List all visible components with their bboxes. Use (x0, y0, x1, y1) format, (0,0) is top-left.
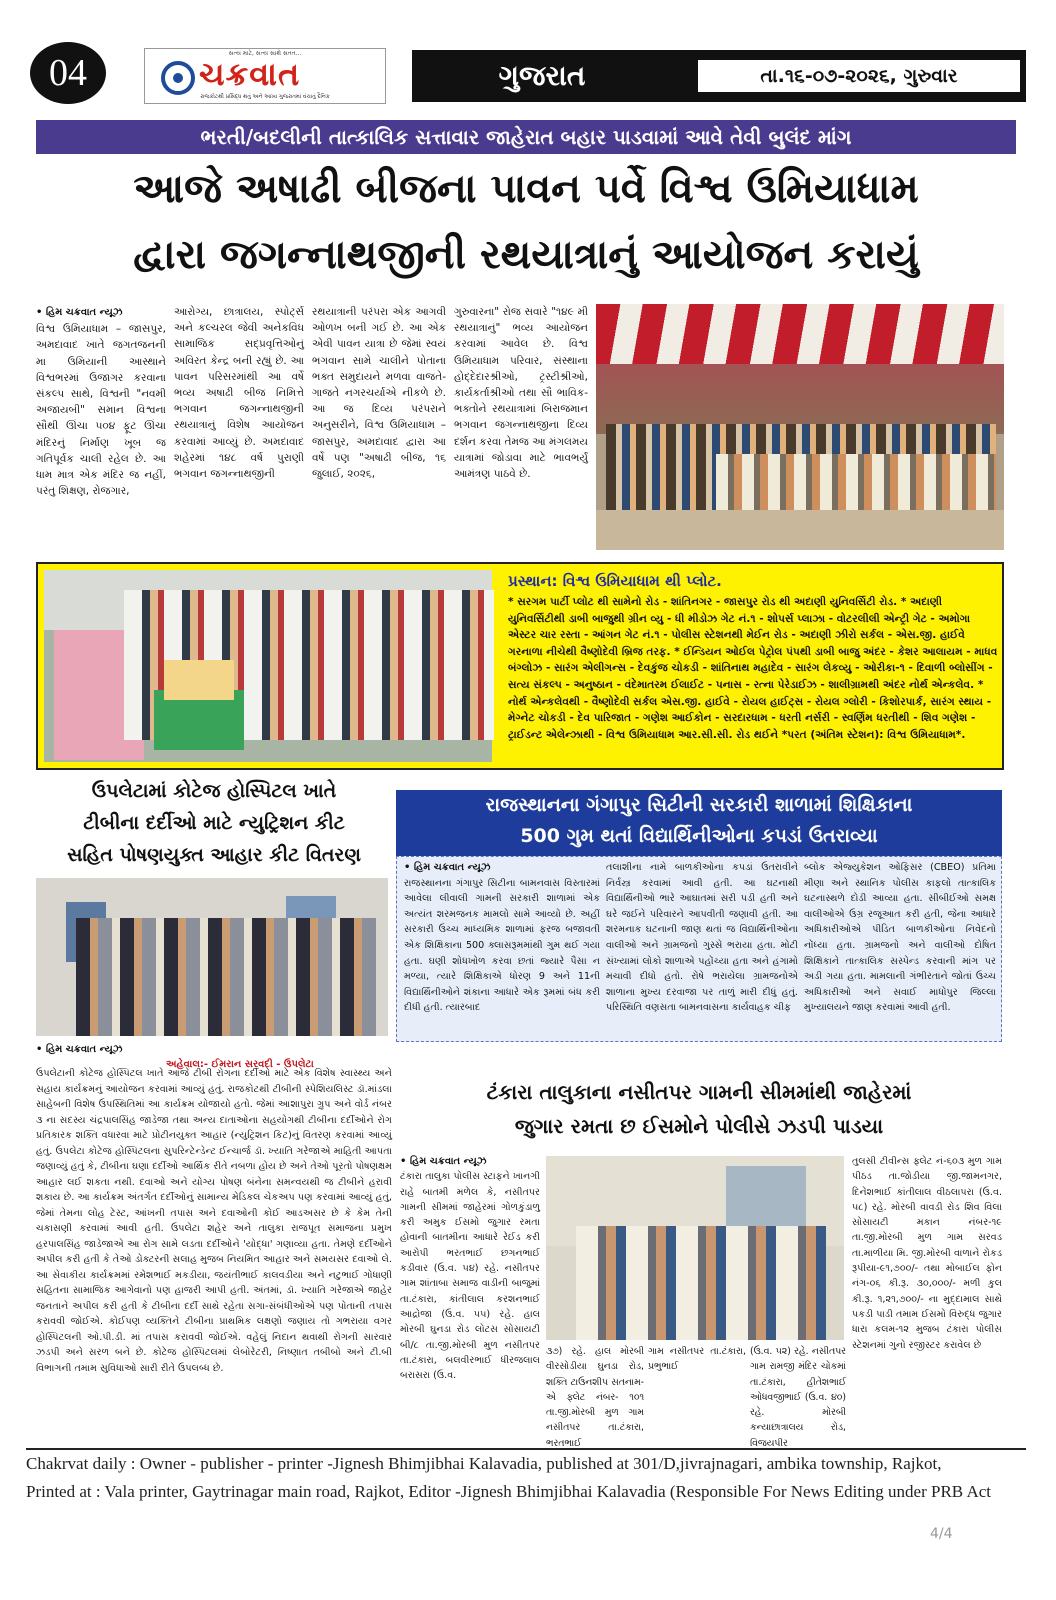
main-story-col-3 (312, 304, 446, 554)
chakra-icon (161, 61, 195, 95)
ritual-photo (44, 570, 492, 762)
main-story-text-1: વિશ્વ ઉમિયાધામ – જાસપુર, અમદાવાદ ખાતે જગતજનની મા ઉમિયાની આસ્થાને વિશ્વભરમાં ઉજાગર કરવાના સંકલ્પ સાથે, વિશ્વની "નવમી અજાયબી" સમાન વિશ્વના સૌથી ઊંચા ૫૦૪ ફૂટ ઊંચા મંદિરનું નિર્માણ ખૂબ જ ગતિપૂર્વક ચાલી રહેલ છે. આ ધામ માત્ર એક મંદિર જ નહીં, પરંતુ શિક્ષણ, રોજગાર, (36, 323, 166, 498)
main-story-text-2: આરોગ્ય, છાત્રાલય, સ્પોર્ટ્સ અને કલ્ચરલ જેવી અનેકવિધ સામાજિક સદ્પ્રવૃત્તિઓનું અવિરત કેન્દ્ર બની રહ્યું છે. આ પાવન પરિસરમાંથી આ વર્ષે ભવ્ય અષાઢી બીજ નિમિત્તે ભગવાન જગન્નાથજીની રથયાત્રાનું વિશેષ આયોજન કરવામાં આવ્યું છે. અમદાવાદ શહેરમાં ૧૪૮ વર્ષ પુરાણી ભગવાન જગન્નાથજીની (174, 306, 304, 481)
rajasthan-col-3 (804, 860, 996, 1040)
police-col-2 (546, 1344, 644, 1449)
rajasthan-text-2: તલાશીના નામે બાળકીઓના કપડાં ઉતરાવીને નિર્વસ્ત્ર કરવામાં આવી હતી. આ ઘટનાથી વિદ્યાર્થિનીઓ ભારે આઘાતમાં સરી પડી હતી અને ઘરે જઈને પરિવારને આપવીતી જણાવી હતી. આ શરમનાક ઘટનાની જાણ થતાં જ વિદ્યાર્થિનીઓના વાલીઓ અને ગ્રામજનો ગુસ્સે ભરાયા હતા. મોટી સંખ્યામાં લોકો શાળાએ પહોંચ્યા હતા અને હંગામો મચાવી દીધો હતો. રોષે ભરાયેલા ગ્રામજનોએ શાળાના મુખ્ય દરવાજા પર તાળું મારી દીધું હતું. પરિસ્થિતિ વણસતા બામનવાસના કાર્યવાહક ચીફ (606, 862, 798, 1014)
rajasthan-col-1 (404, 860, 600, 1040)
police-col-1 (400, 1154, 540, 1444)
page-number: 04 (30, 42, 106, 104)
photo-floor (596, 510, 1004, 550)
photo-accused (576, 1226, 826, 1340)
police-headline-line-2: જુગાર રમતા છ ઈસમોને પોલીસે ઝડપી પાડયા (514, 1114, 884, 1138)
rathyatra-group-photo (596, 304, 1004, 550)
logo-name: ચક્રવાત (199, 55, 301, 93)
main-story-text-4: ગુરુવારના" રોજ સવારે "૧૪૯ મી રથયાત્રાનું" ભવ્ય આયોજન કરવામાં આવેલ છે. વિશ્વ ઉમિયાધામ પરિવાર, સંસ્થાના હોદ્દેદારશ્રીઓ, ટ્રસ્ટીશ્રીઓ, કાર્યકર્તાશ્રીઓ તથા સૌ ભાવિક-ભક્તોને રથયાત્રામાં બિરાજમાન ભગવાન જગન્નાથજીના દિવ્ય દર્શન કરવા તેમજ આ મંગલમય યાત્રામાં જોડાવા માટે ભાવભર્યું આમંત્રણ પાઠવે છે. (454, 306, 588, 481)
imprint-line-2: Printed at : Vala printer, Gaytrinagar main road, Rajkot, Editor -Jignesh Bhimjibhai Kalavadia (Responsible For News Editing under PRB Act (26, 1482, 991, 1501)
masthead (26, 40, 1026, 104)
issue-date: તા.૧૬-૦૭-૨૦૨૬, ગુરુવાર (696, 58, 1022, 94)
byline: • હિમ ચક્રવાત ન્યૂઝ (400, 1156, 487, 1167)
logo-subline: રાજકોટથી પ્રસિદ્ધ થતું અને આખા ગુજરાતમાં વંચાતું દૈનિક (200, 94, 330, 100)
imprint-footer (26, 1448, 1026, 1508)
police-headline-line-1: ટંકારા તાલુકાના નસીતપર ગામની સીમમાંથી જાહેરમાં (486, 1080, 912, 1104)
rajasthan-text-1: રાજસ્થાનના ગંગાપુર સિટીના બામનવાસ વિસ્તારમાં આવેલા લીવાલી ગામની સરકારી શાળામાં એક અત્યંત શરમજનક મામલો સામે આવ્યો છે. અહીં સરકારી ઉચ્ચ માધ્યમિક શાળામાં ફરજ બજાવતી એક શિક્ષિકાના 500 ક્લાસરૂમમાંથી ગુમ થઈ ગયા હતા. ઘણી શોધખોળ કરવા છતાં જ્યારે પૈસા ન મળ્યા, ત્યારે શિક્ષિકાએ ધોરણ 9 અને 11ની વિદ્યાર્થિનીઓને શંકાના આધારે એક રૂમમાં બંધ કરી દીધી હતી. ત્યારબાદ (404, 877, 600, 1014)
ticker-headline: ભરતી/બદલીની તાત્કાલિક સત્તાવાર જાહેરાત બહાર પાડવામાં આવે તેવી બુલંદ માંગ (36, 120, 1016, 154)
rajasthan-headline-line-2: 500 ગુમ થતાં વિદ્યાર્થિનીઓના કપડાં ઉતરાવ્યા (520, 825, 878, 847)
tb-headline-line-3: સહિત પોષણયુક્ત આહાર કીટ વિતરણ (67, 844, 361, 866)
tb-byline-row (36, 1042, 392, 1070)
tb-headline-line-1: ઉપલેટામાં કોટેજ હોસ્પિટલ ખાતે (91, 780, 337, 802)
main-headline-line-1: આજે અષાઢી બીજના પાવન પર્વે વિશ્વ ઉમિયાધામ (133, 166, 919, 212)
route-description: * સરગમ પાર્ટી પ્લોટ થી સામેનો રોડ - શાંતિનગર - જાસપુર રોડ થી અદાણી યુનિવર્સિટી રોડ. * અદાણી યુનિવર્સિટીથી ડાબી બાજુથી ગ્રીન વ્યુ - ધી મીડોઝ ગેટ નં.૧ - શોપર્સ પ્લાઝા - વોટરલીલી એન્ટ્રી ગેટ - અમોગા એસ્ટર ચાર રસ્તા - આંગન ગેટ નં.૧ - પોલીસ સ્ટેશનથી મેઈન રોડ - અદાણી ઝીરો સર્કલ - એસ.જી. હાઈવે ગરનાળા નીચેથી વૈષ્ણોદેવી બ્રિજ તરફ. * ઈન્ડિયન ઓઈલ પેટ્રોલ પંપથી ડાબી બાજુ અંદર - કેશર આલાયમ - માધવ બંગ્લોઝ - સારંગ એલીગન્સ - દેવકુંજ ચોકડી - શાંતિનાથ મહાદેવ - સારંગ લેકવ્યુ - ઓરીકા-૧ - દિવાળી બ્લોસીંગ - સત્ય સંકલ્પ - અનુષ્ઠાન - વંદેમાતરમ ઈલાઈટ - પનાસ - રત્ના પેરેડાઈઝ - શાલીગ્રામથી અંદર નોર્થ એન્કલેવ. * નોર્થ એન્કલેવથી - વૈષ્ણોદેવી સર્કલ એસ.જી. હાઈવે - રોયલ હાઈટ્સ - રોયલ ગ્લોરી - કિશોરપાર્ક, સારંગ સ્થાય - મેગ્નેટ ચોકડી - દેવ પારિજાત - ગણેશ આઈકોન - સરદારધામ - ધરતી નર્સરી - સ્વર્ણિમ ધરતીથી - શિવ ગણેશ - ટ્રાઈડન્ટ એલેન્ઝાથી - વિશ્વ ઉમિયાધામ આર.સી.સી. રોડ થઈને *પરત (અંતિમ સ્ટેશન): વિશ્વ ઉમિયાધામ*. (508, 596, 998, 741)
byline: • હિમ ચક્રવાત ન્યૂઝ (404, 862, 491, 873)
newspaper-page (26, 36, 1026, 1556)
tb-story-text: ઉપલેટાની કોટેજ હોસ્પિટલ ખાતે આજે ટીબી રોગના દર્દીઓ માટે એક વિશેષ સ્વાસ્થ્ય અને સહાય કાર્યક્રમનું આયોજન કરવામાં આવ્યું હતું. રાજકોટથી ટીબીની સ્પેશિયલિસ્ટ ડૉ.માંડલા સાહેબની વિશેષ ઉપસ્થિતિમાં આ કાર્યક્રમ યોજાયો હતો. જેમાં આશાપુરા ગ્રુપ અને વોર્ડ નંબર ૩ ના સદસ્ય ચંદ્રપાલસિંહ જાડેજા તથા અન્ય દાતાઓના સહયોગથી ટીબીના દર્દીઓને રોગ પ્રતિકારક શક્તિ વધારવા માટે પ્રોટીનયુક્ત આહાર (ન્યુટ્રિશન કિટ)નું વિતરણ કરવામાં આવ્યું હતું. ઉપલેટા કોટેજ હોસ્પિટલના સુપરિન્ટેન્ડેન્ટ ઈન્ચાર્જ ડૉ. ખ્યાતિ ગરેજાએ માહિતી આપતા જણાવ્યું હતું કે, ટીબીના ઘણા દર્દીઓ આર્થિક રીતે નબળા હોય છે અને તેઓ પૂરતો પોષણક્ષમ આહાર લઈ શકતા નથી. દવાઓ અને યોગ્ય પોષણ બંનેના સમન્વયથી જ ટીબીને હરાવી શકાય છે. આ કાર્યક્રમ અંતર્ગત દર્દીઓનું સામાન્ય મેડિકલ ચેકઅપ પણ કરવામાં આવ્યું હતું, જેમાં તેમના લોહ ટેસ્ટ, આંખની તપાસ અને દવાઓની કોઈ આડઅસર છે કે કેમ તેની ચકાસણી કરવામાં આવી હતી. ઉપલેટા શહેર અને તાલુકા રાજપૂત સમાજના પ્રમુખ હરપાલસિંહ જાડેજાએ આ રોગ સામે લડતા દર્દીઓને 'યોદ્ધા' ગણાવ્યા હતા. તેમણે દર્દીઓને અપીલ કરી હતી કે તેઓ ડોક્ટરની સલાહ મુજબ નિયમિત આહાર અને સમયસર દવાઓ લે. આ સેવાકીય કાર્યક્રમમાં રમેશભાઈ મકડીયા, જયંતીભાઈ કાલવડીયા અને નટુભાઈ ગોધાણી સહિતના સામાજિક આગેવાનો પણ હાજરી આપી હતી. અંતમાં, ડૉ. ખ્યાતિ ગરેજાએ જાહેર જનતાને અપીલ કરી હતી કે ટીબીના દર્દી સાથે રહેતા સગા-સંબંધીઓએ પણ પોતાની તપાસ કરાવવી જોઈએ. કોઈપણ વ્યક્તિને ટીબીના પ્રાથમિક લક્ષણો જણાય તો ગભરાયા વગર હોસ્પિટલની ઓ.પી.ડી. માં તપાસ કરાવવી જોઈએ. વહેલું નિદાન થવાથી રોગની સારવાર ઝડપી અને સરળ બને છે. કોટેજ હોસ્પિટલમાં લેબોરેટરી, નિષ્ણાત તબીબો અને ટી.બી વિભાગની તમામ સુવિધાઓ સારી રીતે ઉપલબ્ધ છે. (36, 1068, 392, 1374)
main-story-col-1 (36, 304, 166, 554)
photo-window (726, 1166, 806, 1226)
photo-people (76, 918, 376, 1036)
rajasthan-headline (396, 790, 1002, 856)
tb-headline-line-2: ટીબીના દર્દીઓ માટે ન્યુટ્રિશન કીટ (83, 812, 345, 834)
imprint-line-1: Chakrvat daily : Owner - publisher - printer -Jignesh Bhimjibhai Kalavadia, published at 301/D,jivrajnagari, ambika township, Rajkot, (26, 1454, 942, 1473)
page-counter: 4/4 (930, 1526, 953, 1542)
police-text-4: તુલસી ટીવીન્સ ફ્લેટ નં-૬૦૩ મુળ ગામ પીઠડ તા.જોડીયા જી.જામનગર, દિનેશભાઈ કાંતીલાલ વીઠલાપરા (ઉ.વ. ૫૮) રહે. મોરબી વાવડી રોડ શિવ વિલા સોસાયટી મકાન નંબર-૧૯ તા.જી.મોરબી મુળ ગામ સરવડ તા.માળીયા મિ. જી.મોરબી વાળાને રોકડ રૂપીયા-૯૧,૭૦૦/- તથા મોબાઈલ ફોન નંગ-૦૬ કી.રૂ. ૩૦,૦૦૦/- મળી કુલ કી.રૂ. ૧,૨૧,૭૦૦/- ના મુદ્દામાલ સાથે પકડી પાડી તમામ ઈસમો વિરુદ્ધ જુગાર ધારા કલમ-૧૨ મુજબ ટંકારા પોલીસ સ્ટેશનમાં ગુનો રજીસ્ટર કરાવેલ છે (852, 1156, 1002, 1351)
photo-offering (164, 660, 234, 700)
police-text-3: (ઉ.વ. ૫૨) રહે. નસીતપર ગામ રામજી મંદિર ચોકમાં તા.ટંકારા, હીતેશભાઈ ઓધવજીભાઈ (ઉ.વ. ૪૦) રહે. મોરબી કન્યાછાત્રાલય રોડ, વિજયપીર (750, 1346, 846, 1449)
tb-story-body (36, 1066, 392, 1438)
section-label: ગુજરાત (498, 59, 586, 92)
main-story-col-4 (454, 304, 588, 554)
police-text-1: ટંકારા તાલુકા પોલીસ સ્ટાફને ખાનગી રાહે બાતમી મળેલ કે, નસીતપર ગામની સીમમાં જાહેરમાં ગોળકુંડાળુ કરી અમુક ઈસમો જુગાર રમતા હોવાની બાતમીના આધારે રેઈડ કરી આરોપી ભરતભાઈ છગનભાઈ કડીવાર (ઉ.વ. ૫૪) રહે. નસીતપર ગામ શાંતાબા સમાજ વાડીની બાજુમાં તા.ટંકારા, કાંતીલાલ કરશનભાઈ આદ્રોજા (ઉ.વ. ૫૫) રહે. હાલ મોરબી ઘુનડા રોડ લોટસ સોસાયટી બી/૮ તા.જી.મોરબી મુળ નસીતપર તા.ટંકારા, બલવીરભાઈ ધીરજલાલ બરાસરા (ઉ.વ. (400, 1171, 540, 1382)
newspaper-logo (144, 48, 386, 104)
police-col-4 (852, 1154, 1002, 1444)
logo-tagline: સત્ય માટે, સત્ય સાથે સતત... (228, 50, 302, 57)
byline: • હિમ ચક્રવાત ન્યૂઝ (36, 307, 123, 318)
rajasthan-col-2 (606, 860, 798, 1040)
police-arrest-photo (546, 1156, 844, 1340)
tb-kit-photo (36, 878, 388, 1036)
police-mid-col (648, 1344, 746, 1444)
reporter-credit: અહેવાલ:- ઈમરાન સરવદી - ઉપલેટા (166, 1059, 314, 1070)
police-text-2: ૩૭) રહે. હાલ મોરબી વીરસોડીયા ઘુનડા રોડ, શક્તિ ટાઉનશીપ સતનામ-એ ફ્લેટ નંબર- ૧૦૧ તા.જી.મોરબી મુળ ગામ નસીતપર તા.ટંકારા, ભરતભાઈ (546, 1346, 644, 1449)
main-story-col-2 (174, 304, 304, 554)
route-box (36, 562, 1004, 770)
police-mid-text: ગામ નસીતપર તા.ટંકારા, પ્રભુભાઈ (648, 1346, 746, 1373)
police-col-3 (750, 1344, 846, 1449)
rajasthan-headline-line-1: રાજસ્થાનના ગંગાપુર સિટીની સરકારી શાળામાં શિક્ષિકાના (485, 794, 913, 816)
rajasthan-text-3: બ્લોક એજ્યુકેશન ઓફિસર (CBEO) પ્રતિમા મીણા અને સ્થાનિક પોલીસ કાફલો તાત્કાલિક ઘટનાસ્થળે દોડી આવ્યા હતા. સીબીઈઓ સમક્ષ વાલીઓએ ઉગ્ર રજૂઆત કરી હતી, જેના આધારે અધિકારીઓએ પીડિત બાળકીઓના નિવેદનો નોંધ્યા હતા. ગ્રામજનો અને વાલીઓ દોષિત શિક્ષિકાને તાત્કાલિક સસ્પેન્ડ કરવાની માંગ પર અડી ગયા હતા. મામલાની ગંભીરતાને જોતાં ઉચ્ચ અધિકારીઓ અને સવાઈ માધોપુર જિલ્લા મુખ્યાલયને જાણ કરવામાં આવી હતી. (804, 862, 996, 1014)
main-story-text-3: રથયાત્રાની પરંપરા એક આગવી ઓળખ બની ગઈ છે. આ એક એવી પાવન યાત્રા છે જેમાં સ્વયં ભગવાન સામે ચાલીને પોતાના ભક્ત સમુદાયને મળવા વાજતે-ગાજતે નગરચર્યાએ નીકળે છે. આ જ દિવ્ય પરંપરાને અનુસરીને, વિશ્વ ઉમિયાધામ – જાસપુર, અમદાવાદ દ્વારા આ વર્ષે પણ "અષાઢી બીજ, ૧૬ જુલાઈ, ૨૦૨૬, (312, 306, 446, 481)
route-title: પ્રસ્થાન: વિશ્વ ઉમિયાધામ થી પ્લોટ. (508, 572, 722, 590)
main-headline-line-2: દ્વારા જગન્નાથજીની રથયાત્રાનું આયોજન કરાયું (133, 232, 919, 278)
byline: • હિમ ચક્રવાત ન્યૂઝ (36, 1044, 123, 1055)
